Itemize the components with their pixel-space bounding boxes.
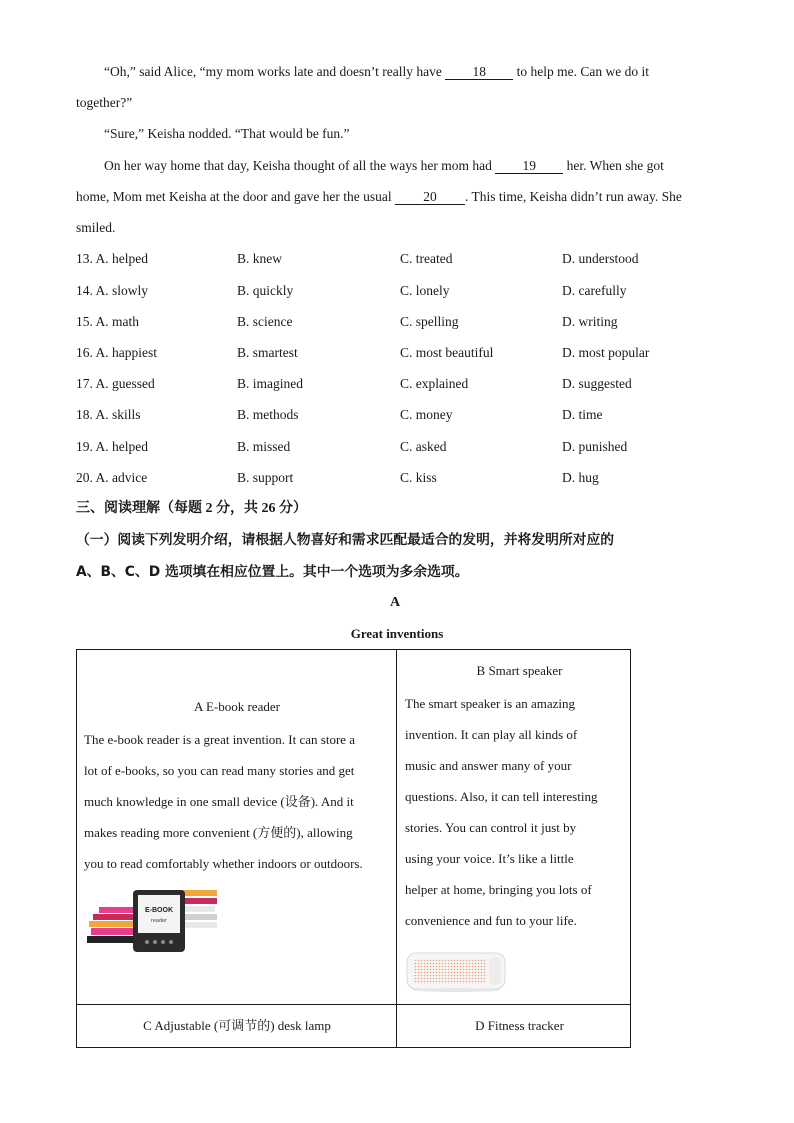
option-a: 20. A. advice: [76, 470, 148, 485]
story-text: together?”: [76, 95, 133, 110]
invention-b-cell: [397, 650, 631, 1005]
option-row-19: [76, 438, 716, 456]
option-b: B. missed: [237, 439, 291, 454]
smart-speaker-image: [405, 947, 509, 993]
option-b: B. support: [237, 470, 294, 485]
option-b: B. science: [237, 314, 293, 329]
story-text: to help me. Can we do it: [513, 64, 650, 79]
option-c: C. most beautiful: [400, 345, 494, 360]
option-b: B. smartest: [237, 345, 298, 360]
option-row-18: [76, 406, 716, 424]
story-line-5: [76, 188, 682, 206]
invention-a-line: lot of e-books, so you can read many stories and get: [84, 763, 355, 778]
option-c: C. lonely: [400, 283, 450, 298]
option-a: 14. A. slowly: [76, 283, 149, 298]
option-a: 17. A. guessed: [76, 376, 155, 391]
ereader-device: [133, 890, 185, 952]
invention-a-title: A E-book reader: [194, 699, 280, 714]
story-text: her. When she got: [563, 158, 664, 173]
section-instruction-line-2: A、B、C、D 选项填在相应位置上。其中一个选项为多余选项。: [76, 564, 469, 580]
option-d: D. understood: [562, 251, 639, 266]
invention-d-cell: [397, 1005, 631, 1048]
invention-b-line: using your voice. It’s like a little: [405, 851, 574, 866]
blank-19: 19: [495, 158, 563, 174]
story-text: home, Mom met Keisha at the door and gave her the usual: [76, 189, 396, 204]
inventions-table: [76, 649, 631, 1048]
option-a: 19. A. helped: [76, 439, 148, 454]
option-d: D. time: [562, 407, 603, 422]
ebook-reader-image: [85, 886, 220, 954]
invention-a-line: you to read comfortably whether indoors or outdoors.: [84, 856, 363, 871]
story-text: “Oh,” said Alice, “my mom works late and doesn’t really have: [104, 64, 446, 79]
option-row-14: [76, 282, 716, 300]
story-line-2: [76, 94, 132, 112]
option-row-15: [76, 313, 716, 331]
ereader-label-2: reader: [151, 918, 167, 924]
option-row-17: [76, 375, 716, 393]
ereader-label-1: E-BOOK: [145, 907, 173, 914]
option-c: C. money: [400, 407, 453, 422]
invention-b-line: invention. It can play all kinds of: [405, 727, 578, 742]
story-line-4: [104, 157, 664, 175]
invention-a-cell: [77, 650, 397, 1005]
option-b: B. methods: [237, 407, 299, 422]
section-heading: 三、阅读理解（每题 2 分，共 26 分）: [76, 501, 307, 516]
option-d: D. punished: [562, 439, 628, 454]
blank-20: 20: [395, 189, 465, 205]
option-a: 13. A. helped: [76, 251, 148, 266]
invention-d-title: D Fitness tracker: [475, 1018, 564, 1033]
option-a: 15. A. math: [76, 314, 139, 329]
option-a: 16. A. happiest: [76, 345, 157, 360]
option-c: C. spelling: [400, 314, 459, 329]
option-row-16: [76, 344, 716, 362]
invention-a-line: makes reading more convenient (方便的), allowing: [84, 825, 353, 840]
option-a: 18. A. skills: [76, 407, 141, 422]
story-line-6: [76, 219, 115, 237]
story-text: . This time, Keisha didn’t run away. She: [465, 189, 682, 204]
invention-b-line: questions. Also, it can tell interesting: [405, 789, 598, 804]
invention-a-line: much knowledge in one small device (设备). And it: [84, 794, 354, 809]
section-instruction-line-1: （一）阅读下列发明介绍，请根据人物喜好和需求匹配最适合的发明，并将发明所对应的: [76, 532, 615, 548]
option-d: D. carefully: [562, 283, 627, 298]
option-b: B. knew: [237, 251, 282, 266]
blank-18: 18: [445, 64, 513, 80]
invention-b-line: music and answer many of your: [405, 758, 572, 773]
story-text: smiled.: [76, 220, 116, 235]
invention-c-title: C Adjustable (可调节的) desk lamp: [143, 1018, 331, 1033]
story-line-3: [104, 125, 350, 143]
option-d: D. hug: [562, 470, 599, 485]
invention-c-cell: [77, 1005, 397, 1048]
invention-b-text: [405, 688, 631, 936]
invention-b-line: The smart speaker is an amazing: [405, 696, 576, 711]
option-row-20: [76, 469, 716, 487]
option-b: B. quickly: [237, 283, 294, 298]
invention-b-line: stories. You can control it just by: [405, 820, 577, 835]
option-row-13: [76, 250, 716, 268]
option-b: B. imagined: [237, 376, 303, 391]
option-d: D. most popular: [562, 345, 650, 360]
option-d: D. suggested: [562, 376, 632, 391]
passage-label: A: [390, 595, 401, 610]
option-d: D. writing: [562, 314, 618, 329]
story-text: On her way home that day, Keisha thought of all the ways her mom had: [104, 158, 496, 173]
option-c: C. treated: [400, 251, 453, 266]
story-text: “Sure,” Keisha nodded. “That would be fun.”: [104, 126, 350, 141]
invention-b-title: B Smart speaker: [476, 663, 563, 678]
invention-b-line: helper at home, bringing you lots of: [405, 882, 592, 897]
invention-b-line: convenience and fun to your life.: [405, 913, 577, 928]
option-c: C. asked: [400, 439, 447, 454]
option-c: C. kiss: [400, 470, 437, 485]
option-c: C. explained: [400, 376, 469, 391]
story-line-1: [104, 63, 649, 81]
invention-a-line: The e-book reader is a great invention. It can store a: [84, 732, 356, 747]
invention-a-text: [84, 724, 394, 879]
passage-title: Great inventions: [350, 626, 444, 641]
